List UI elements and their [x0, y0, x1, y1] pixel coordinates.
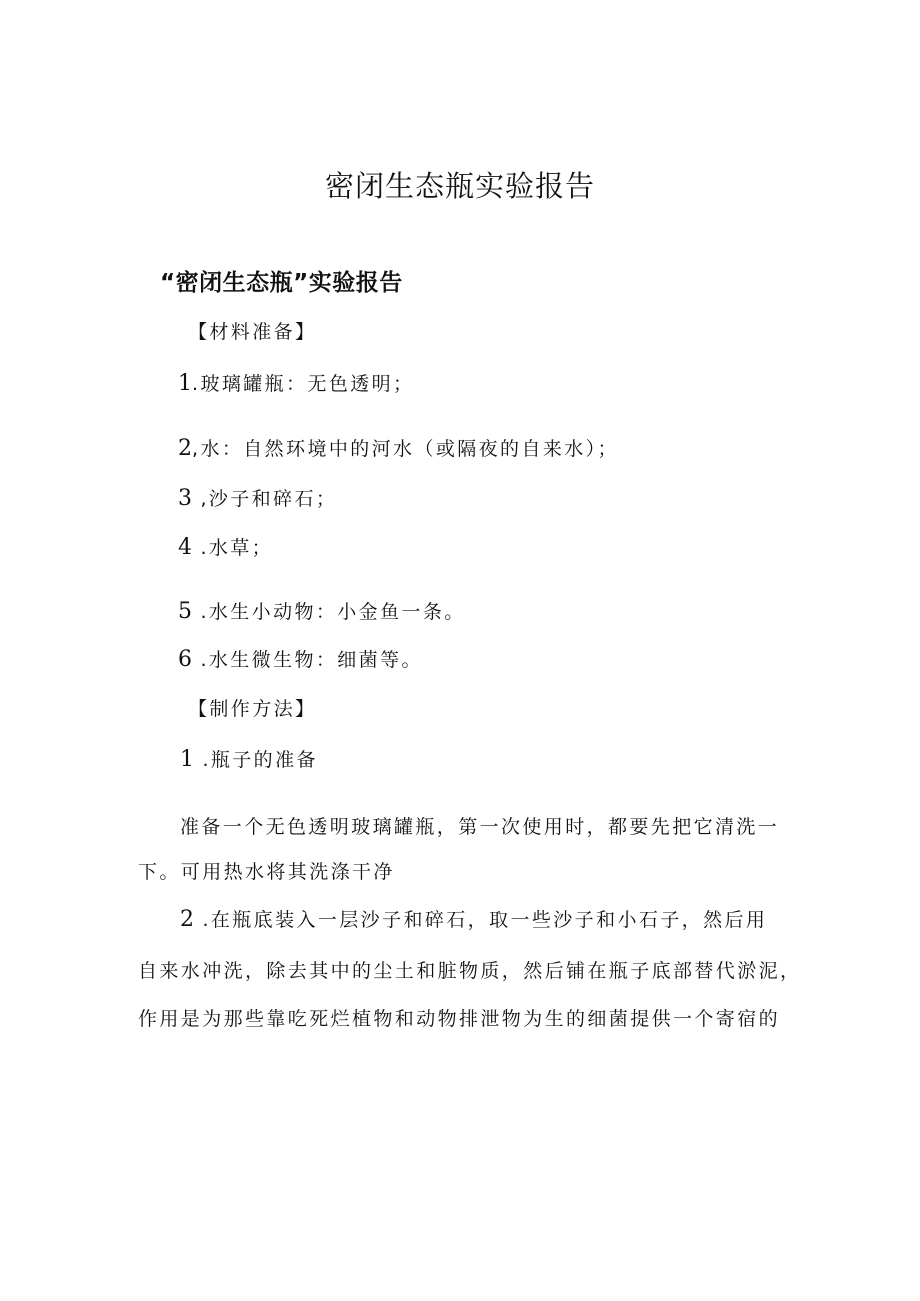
materials-heading: 【材料准备】 [188, 321, 317, 343]
step-number: 2 [180, 907, 194, 932]
material-item-6 [178, 648, 423, 672]
material-item-2 [178, 437, 619, 461]
method-step-2-line-3: 作用是为那些靠吃死烂植物和动物排泄物为生的细菌提供一个寄宿的 [138, 1008, 781, 1030]
method-step-1-paragraph-line-1: 准备一个无色透明玻璃罐瓶，第一次使用时，都要先把它清洗一 [180, 816, 780, 838]
material-item-text: ,水：自然环境中的河水（或隔夜的自来水）； [192, 438, 619, 460]
material-item-text: .水生小动物：小金鱼一条。 [192, 601, 466, 623]
method-step-1-paragraph-line-2: 下。可用热水将其洗涤干净 [138, 861, 395, 883]
method-step-1-title [180, 748, 318, 772]
report-subtitle: “密闭生态瓶”实验报告 [160, 270, 403, 296]
step-number: 1 [180, 747, 194, 772]
material-item-number: 1 [178, 371, 192, 396]
method-heading: 【制作方法】 [188, 698, 317, 720]
step-text: .在瓶底装入一层沙子和碎石，取一些沙子和小石子，然后用 [194, 909, 768, 931]
material-item-number: 4 [178, 535, 192, 560]
material-item-text: .水生微生物：细菌等。 [192, 649, 423, 671]
material-item-3 [178, 487, 337, 511]
material-item-4 [178, 536, 273, 560]
material-item-text: .玻璃罐瓶：无色透明； [192, 373, 415, 395]
material-item-number: 5 [178, 599, 192, 624]
material-item-1 [178, 372, 414, 396]
material-item-number: 6 [178, 647, 192, 672]
method-step-2-line-1 [180, 908, 767, 932]
material-item-text: ,沙子和碎石； [192, 488, 338, 510]
document-title: 密闭生态瓶实验报告 [324, 169, 595, 203]
material-item-number: 2 [178, 436, 192, 461]
step-title-text: .瓶子的准备 [194, 749, 318, 771]
material-item-number: 3 [178, 486, 192, 511]
method-step-2-line-2: 自来水冲洗，除去其中的尘土和脏物质，然后铺在瓶子底部替代淤泥， [138, 960, 802, 982]
material-item-text: .水草； [192, 537, 274, 559]
material-item-5 [178, 600, 466, 624]
